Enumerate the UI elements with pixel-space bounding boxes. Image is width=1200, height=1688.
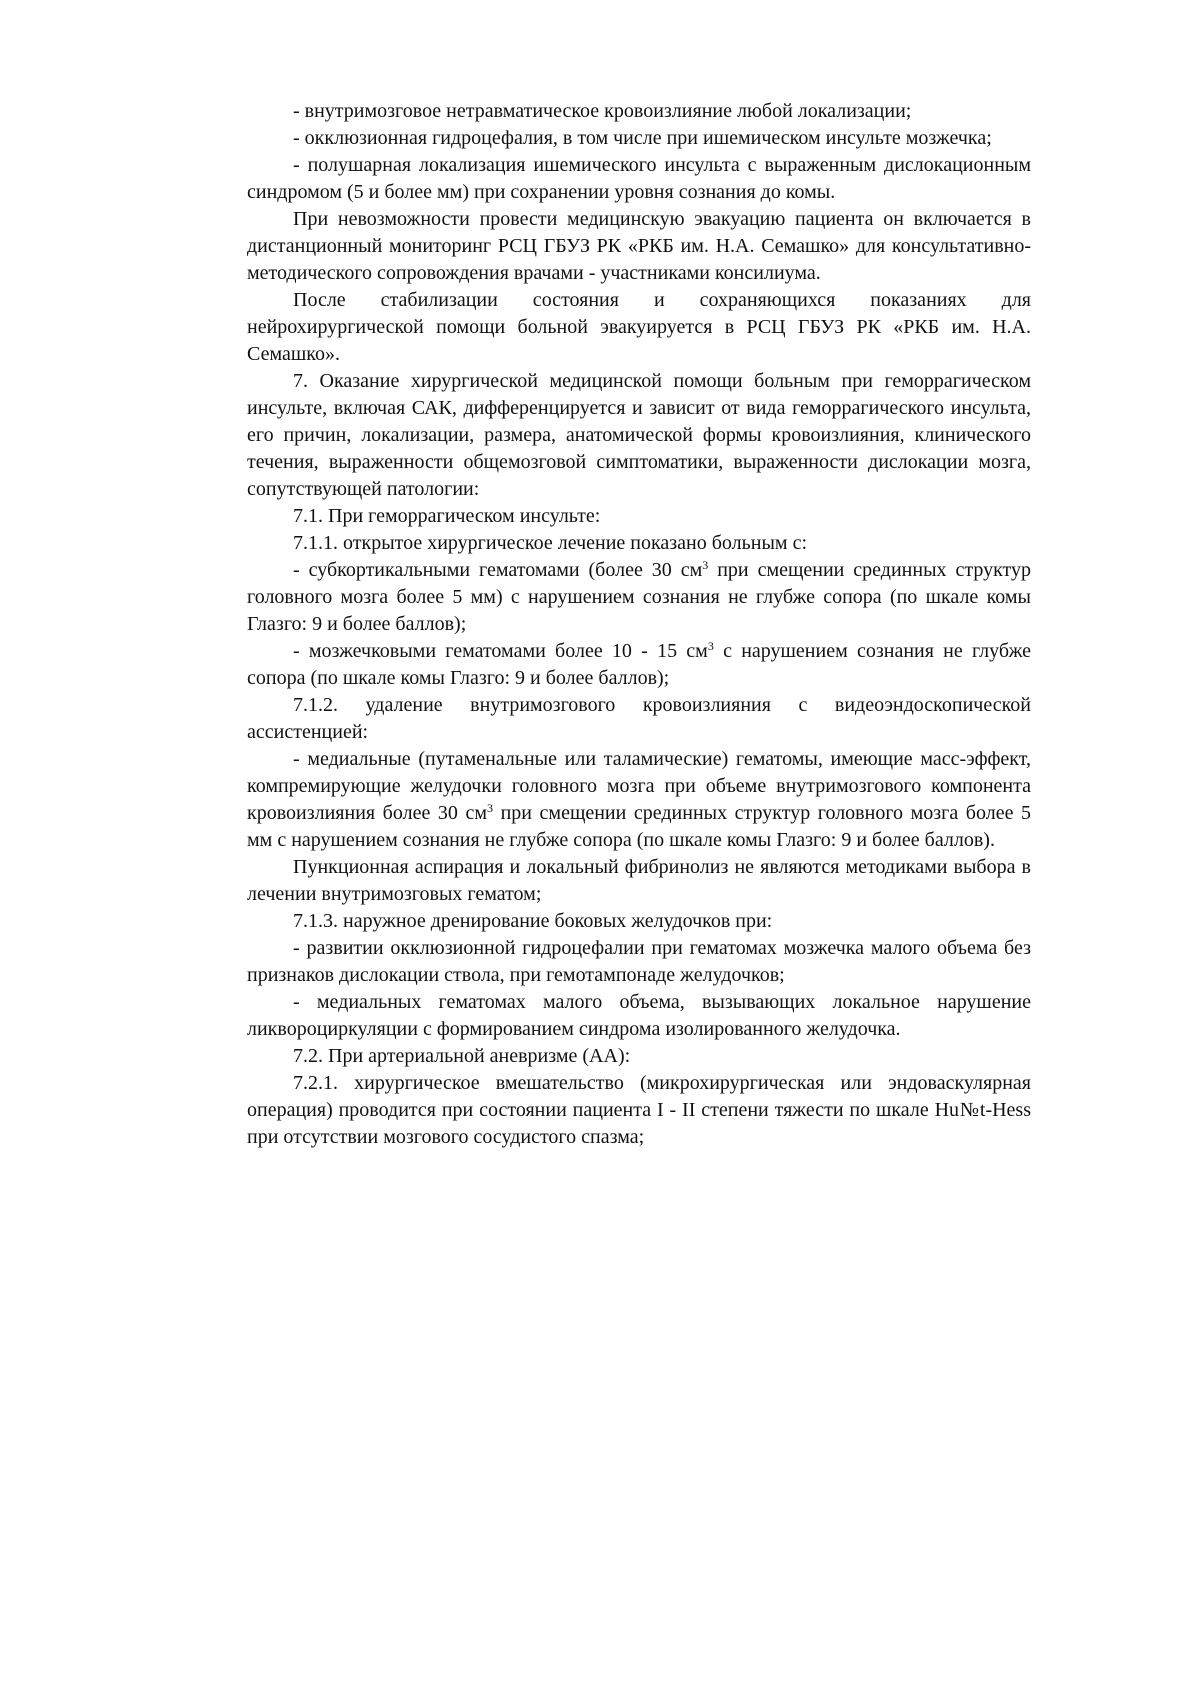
paragraph: - медиальных гематомах малого объема, вызывающих локальное нарушение ликвороциркуляции с формированием синдрома изолированного желудочка.: [247, 991, 1031, 1040]
paragraph: 7.1.3. наружное дренирование боковых желудочков при:: [293, 910, 773, 932]
paragraph: 7.1. При геморрагическом инсульте:: [293, 505, 601, 527]
paragraph: Пункционная аспирация и локальный фибринолиз не являются методиками выбора в лечении внутримозговых гематом;: [247, 856, 1031, 905]
paragraph-text: при смещении срединных структур головного мозга более 5 мм) с нарушением сознания не глубже сопора (по шкале комы Глазго: 9 и более баллов);: [247, 559, 1031, 635]
paragraph: [247, 557, 1031, 638]
paragraph-text: - субкортикальными гематомами (более 30 см: [293, 559, 703, 581]
paragraph: 7.2. При артериальной аневризме (АА):: [293, 1045, 631, 1067]
paragraph: [247, 746, 1031, 854]
paragraph: 7.1.1. открытое хирургическое лечение показано больным с:: [293, 532, 808, 554]
paragraph: [247, 638, 1031, 692]
superscript: 3: [487, 801, 493, 815]
paragraph: - внутримозговое нетравматическое кровоизлияние любой локализации;: [293, 100, 912, 122]
paragraph-text: с нарушением сознания не глубже сопора (по шкале комы Глазго: 9 и более баллов);: [247, 640, 1031, 689]
paragraph: 7. Оказание хирургической медицинской помощи больным при геморрагическом инсульте, включая САК, дифференцируется и зависит от вида геморрагического инсульта, его причин, локализации, размера, анатомической формы кровоизлияния, клинического течения, выраженности общемозговой симптоматики, выраженности дислокации мозга, сопутствующей патологии:: [247, 370, 1031, 500]
paragraph: После стабилизации состояния и сохраняющихся показаниях для нейрохирургической помощи больной эвакуируется в РСЦ ГБУЗ РК «РКБ им. Н.А. Семашко».: [247, 289, 1031, 365]
paragraph-text: при смещении срединных структур головного мозга более 5 мм с нарушением сознания не глубже сопора (по шкале комы Глазго: 9 и более баллов).: [247, 802, 1032, 851]
paragraph-text: - медиальные (путаменальные или таламические) гематомы, имеющие масс-эффект, компремирующие желудочки головного мозга при объеме внутримозгового компонента кровоизлияния более 30 см: [247, 748, 1031, 824]
paragraph-text: - мозжечковыми гематомами более 10 - 15 см: [293, 640, 708, 662]
paragraph: - развитии окклюзионной гидроцефалии при гематомах мозжечка малого объема без признаков дислокации ствола, при гемотампонаде желудочков;: [247, 937, 1031, 986]
paragraph: - окклюзионная гидроцефалия, в том числе при ишемическом инсульте мозжечка;: [293, 127, 992, 149]
superscript: 3: [702, 558, 709, 572]
paragraph: - полушарная локализация ишемического инсульта с выраженным дислокационным синдромом (5 и более мм) при сохранении уровня сознания до комы.: [247, 154, 1031, 203]
paragraph: 7.1.2. удаление внутримозгового кровоизлияния с видеоэндоскопической ассистенцией:: [247, 694, 1031, 743]
paragraph: При невозможности провести медицинскую эвакуацию пациента он включается в дистанционный мониторинг РСЦ ГБУЗ РК «РКБ им. Н.А. Семашко» для консультативно-методического сопровождения врачами - участниками консилиума.: [247, 208, 1031, 284]
paragraph: 7.2.1. хирургическое вмешательство (микрохирургическая или эндоваскулярная операция) проводится при состоянии пациента I - II степени тяжести по шкале Hu№t-Hess при отсутствии мозгового сосудистого спазма;: [247, 1072, 1031, 1148]
superscript: 3: [707, 639, 714, 653]
document-body: [247, 98, 1031, 1151]
